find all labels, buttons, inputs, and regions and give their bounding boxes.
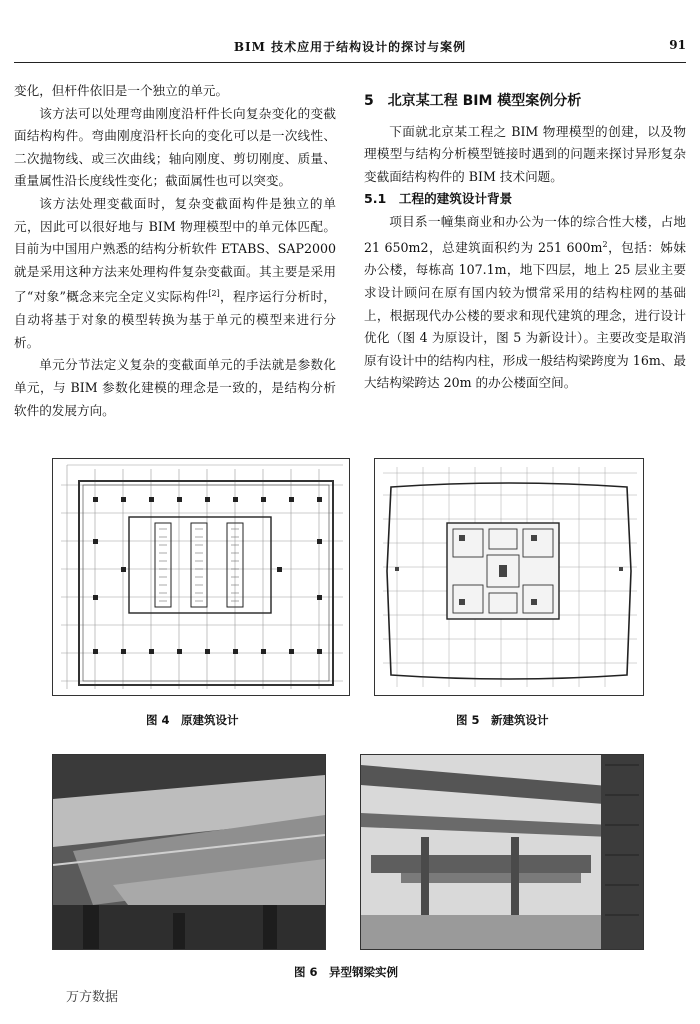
paragraph: 项目系一幢集商业和办公为一体的综合性大楼，占地 21 650m2，总建筑面积约为 251 $600m^2$，包括：姊妹办公楼，每栋高 107.1m，地下四层，地上 25 层业主要求设计顾问在原有国内较为惯常采用的结构柱网的基础上，根据现代办公楼的要求和现代建筑的理念，进行设计优化（图 4 为原设计，图 5 为新设计）。主要改变是取消原有设计中的结构内柱，形成一般结构梁跨度为 16m、最大结构梁跨达 20m 的办公楼面空间。 xyxy=(364,213,687,391)
new-plan-drawing xyxy=(375,459,643,695)
header-rule xyxy=(14,62,686,63)
original-plan-drawing xyxy=(53,459,349,695)
figure-4-floor-plan xyxy=(52,458,350,696)
figure-6-photo-right xyxy=(360,754,644,950)
paragraph: 该方法处理变截面时，复杂变截面构件是独立的单元，因此可以很好地与 BIM 物理模型中的单元体匹配。目前为中国用户熟悉的结构分析软件 ETABS、SAP2000 就是采用这种方法来处理构件复杂变截面。其主要是采用了“对象”概念来完全定义实际构件[2]，程序运行分析时，自动将基于对象的模型转换为基于单元的模型来进行分析。 xyxy=(14,195,336,350)
left-column xyxy=(14,80,336,422)
reference-marker: [2] xyxy=(208,289,220,299)
right-column xyxy=(364,80,686,395)
figure-6-caption: 图 6 异型钢梁实例 xyxy=(294,965,399,979)
paragraph: 变化，但杆件依旧是一个独立的单元。 xyxy=(14,83,229,98)
journal-title: BIM 技术应用于结构设计的探讨与案例 xyxy=(233,40,467,54)
figure-4-caption: 图 4 原建筑设计 xyxy=(146,713,239,727)
section-heading: 5 北京某工程 BIM 模型案例分析 xyxy=(364,93,582,109)
page-number: 91 xyxy=(669,38,686,52)
figure-5-floor-plan xyxy=(374,458,644,696)
steel-beam-photo-right xyxy=(361,755,643,949)
paragraph: 该方法可以处理弯曲刚度沿杆件长向复杂变化的变截面结构构件。弯曲刚度沿杆长向的变化可以是一次线性、二次抛物线、或三次曲线；轴向刚度、剪切刚度、质量、重量属性沿长度线性变化；截面属性也可以突变。 xyxy=(14,105,336,189)
watermark-footer: 万方数据 xyxy=(66,990,119,1005)
paragraph: 下面就北京某工程之 BIM 物理模型的创建，以及物理模型与结构分析模型链接时遇到的问题来探讨异形复杂变截面结构构件的 BIM 技术问题。 xyxy=(364,123,686,184)
figure-6-photo-left xyxy=(52,754,326,950)
subsection-heading: 5.1 工程的建筑设计背景 xyxy=(364,191,513,207)
superscript: 2 xyxy=(602,239,608,249)
paragraph: 单元分节法定义复杂的变截面单元的手法就是参数化单元，与 BIM 参数化建模的理念是一致的，是结构分析软件的发展方向。 xyxy=(14,357,336,418)
steel-beam-photo-left xyxy=(53,755,325,949)
figure-5-caption: 图 5 新建筑设计 xyxy=(456,713,549,727)
